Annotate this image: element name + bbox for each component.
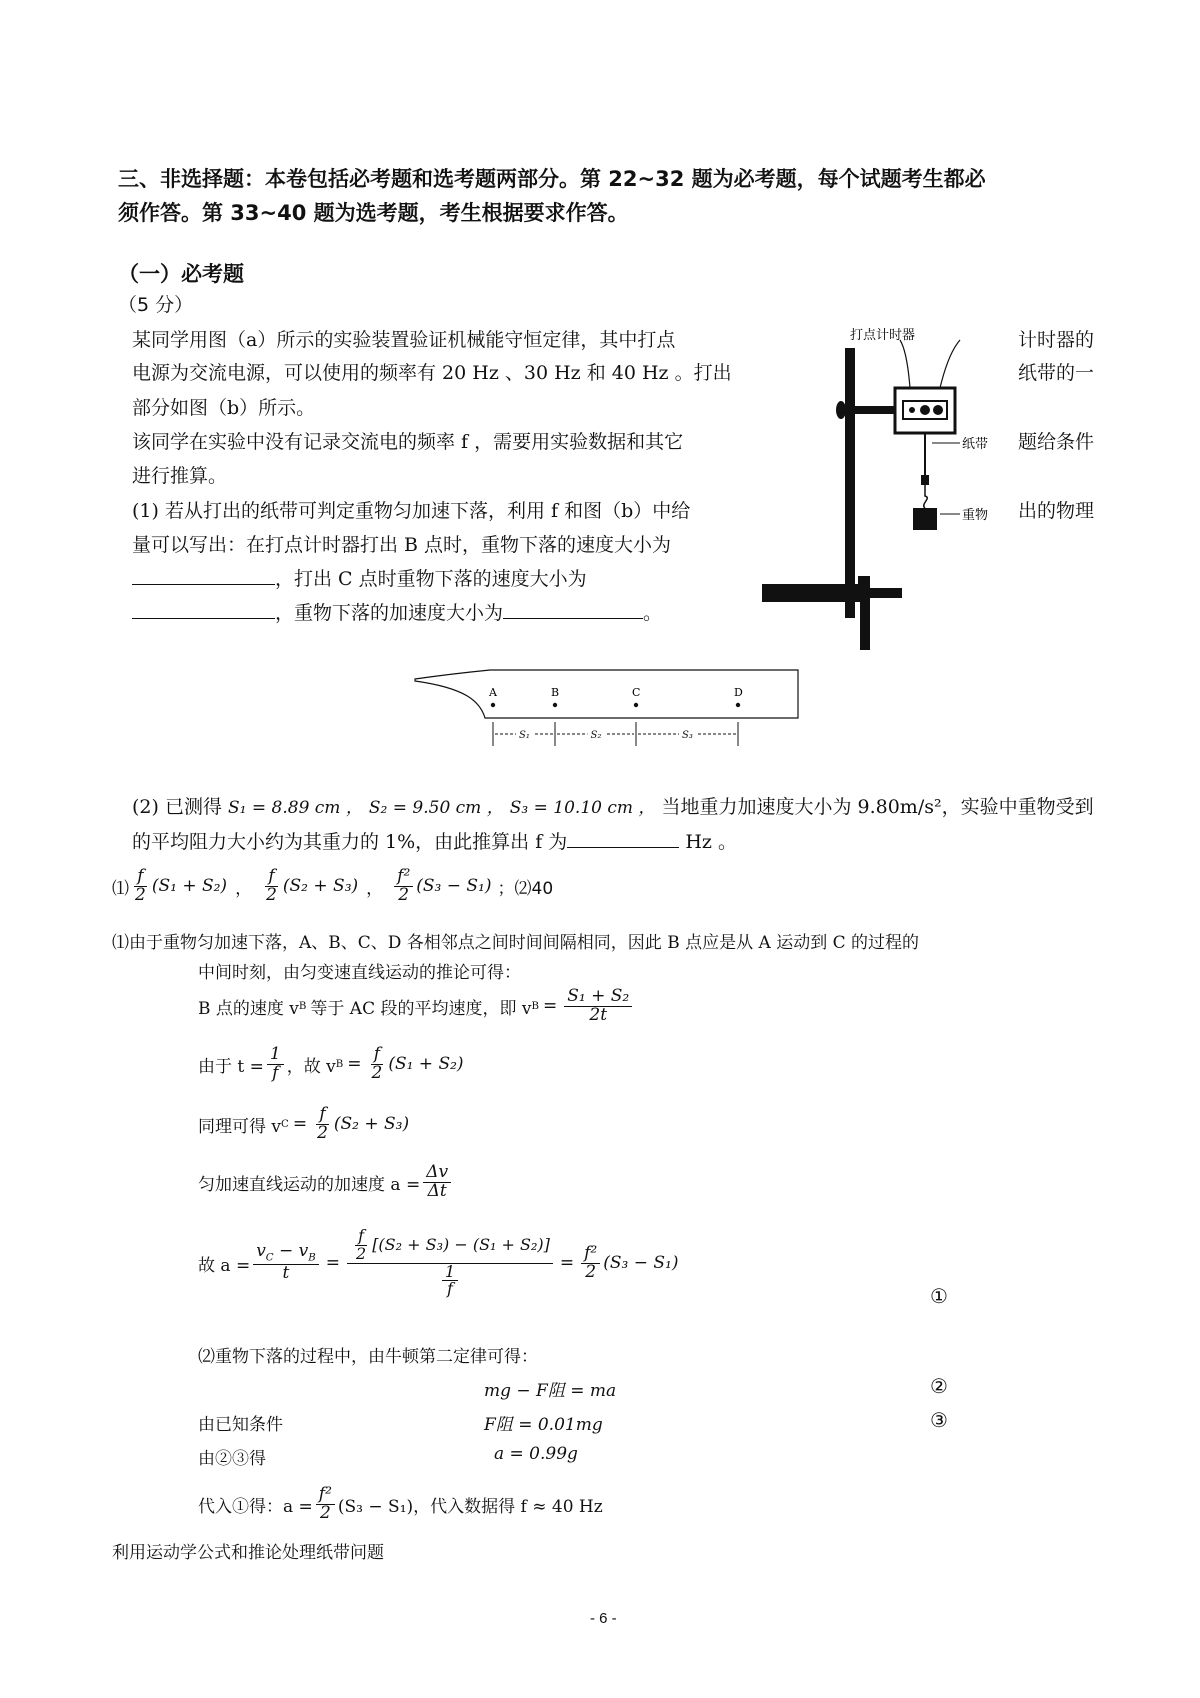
wire-right: [940, 340, 960, 388]
equation-2: mg − F阻 = ma: [484, 1381, 617, 1401]
solution-line-4: 由于 t = $\frac{1}{f}$ ，故 v B = $\frac{f}{2}$ (S₁ + S₂): [198, 1044, 464, 1083]
solution-line-1: ⑴由于重物匀加速下落，A、B、C、D 各相邻点之间时间间隔相同，因此 B 点应是从 A 运动到 C 的过程的: [112, 933, 920, 953]
solution-line-9: 由已知条件: [198, 1415, 283, 1435]
points-label: （5 分）: [118, 294, 194, 316]
solution-line-10: 由②③得: [198, 1449, 266, 1469]
weight-block: [913, 508, 937, 530]
solution-line-3: B 点的速度 v B 等于 AC 段的平均速度，即 v B = $\frac{\text{S₁ + S₂}}{2t}$: [198, 988, 635, 1025]
page-number: - 6 -: [590, 1610, 617, 1627]
answer-line: ⑴ $\frac{f}{2}$ (S₁ + S₂) ， $\frac{f}{2}$ (S₂ + S₃) ， $\frac{\text{f²}}{2}$ (S₃ − S₁) ；⑵40: [112, 866, 554, 905]
equation-mark-1: ①: [930, 1284, 948, 1308]
problem-line-4: 该同学在实验中没有记录交流电的频率 f ，需要用实验数据和其它: [132, 431, 684, 453]
question1-line-4: ，重物下落的加速度大小为 。: [132, 598, 662, 625]
answer-blank-a[interactable]: [503, 602, 643, 619]
tape-dot-D: [736, 703, 740, 707]
answer-blank-vb[interactable]: [132, 568, 275, 585]
solution-line-7: 故 a = $\frac{v_C - v_B}{t}$ = $\frac{f}{2}$ [(S₂ + S₃) − (S₁ + S₂)] $\frac{1}{f}$ = $\frac{\text{f²}}{2}$ (S₃ − S₁): [198, 1226, 679, 1299]
subsection-title: （一）必考题: [118, 262, 244, 286]
equation-4: a = 0.99g: [494, 1444, 578, 1464]
tape-point-label-A: A: [489, 686, 497, 699]
question1-line-1: (1) 若从打出的纸带可判定重物匀加速下落，利用 f 和图（b）中给: [132, 500, 691, 522]
solution-line-5: 同理可得 v C = $\frac{f}{2}$ (S₂ + S₃): [198, 1104, 410, 1143]
question2-line-1: (2) 已测得 S₁ = 8.89 cm ， S₂ = 9.50 cm ， S₃ = 10.10 cm ， 当地重力加速度大小为 9.80m/s²，实验中重物受到: [132, 796, 1094, 818]
problem-line-3: 部分如图（b）所示。: [132, 397, 316, 419]
base-leg: [860, 600, 870, 650]
stand-rod: [845, 348, 855, 618]
equation-3: F阻 = 0.01mg: [484, 1415, 603, 1435]
wire-left: [900, 340, 910, 388]
question1-line-2: 量可以写出：在打点计时器打出 B 点时，重物下落的速度大小为: [132, 534, 672, 556]
weight-label: 重物: [962, 508, 989, 523]
question2-line-2: 的平均阻力大小约为其重力的 1%，由此推算出 f 为 Hz 。: [132, 831, 737, 853]
hook: [924, 485, 928, 508]
problem-line-4-right: 题给条件: [1018, 431, 1095, 453]
section-heading-line1: 三、非选择题：本卷包括必考题和选考题两部分。第 22~32 题为必考题，每个试题考生都必: [118, 167, 986, 191]
question1-line-1-right: 出的物理: [1018, 500, 1095, 522]
equation-mark-2: ②: [930, 1374, 948, 1398]
solution-line-2: 中间时刻，由匀变速直线运动的推论可得：: [198, 963, 521, 983]
problem-line-5: 进行推算。: [132, 465, 228, 487]
tape-dot-C: [634, 703, 638, 707]
question1-line-3: ，打出 C 点时重物下落的速度大小为: [132, 564, 587, 591]
problem-line-2: 电源为交流电源，可以使用的频率有 20 Hz 、30 Hz 和 40 Hz 。打出: [132, 362, 732, 384]
dim-label-S₁: S₁: [519, 730, 530, 741]
solution-line-8: ⑵重物下落的过程中，由牛顿第二定律可得：: [198, 1347, 538, 1367]
section-heading-line2: 须作答。第 33~40 题为选考题，考生根据要求作答。: [118, 201, 629, 225]
dim-label-S₃: S₃: [682, 730, 693, 741]
answer-blank-vc[interactable]: [132, 602, 275, 619]
tape-point-label-D: D: [734, 686, 743, 699]
tape-figure: [410, 666, 810, 751]
problem-line-1-right: 计时器的: [1018, 329, 1095, 351]
solution-line-11: 代入①得：a = $\frac{\text{f²}}{2}$ (S₃ − S₁)，代入数据得 f ≈ 40 Hz: [198, 1484, 603, 1523]
tape-point-label-B: B: [551, 686, 560, 699]
equation-mark-3: ③: [930, 1408, 948, 1432]
answer-blank-f[interactable]: [567, 831, 679, 848]
tape-point-label-C: C: [632, 686, 641, 699]
solution-summary: 利用运动学公式和推论处理纸带问题: [112, 1543, 384, 1563]
problem-line-2-right: 纸带的一: [1018, 362, 1095, 384]
apparatus-figure: [760, 318, 1020, 653]
dim-label-S₂: S₂: [590, 730, 602, 741]
tape-label: 纸带: [962, 437, 989, 452]
tape-dot-B: [553, 703, 557, 707]
problem-line-1: 某同学用图（a）所示的实验装置验证机械能守恒定律，其中打点: [132, 329, 676, 351]
tape-dot-A: [491, 703, 495, 707]
solution-line-6: 匀加速直线运动的加速度 a = $\frac{\Delta v}{\Delta t}$: [198, 1164, 454, 1201]
timer-label: 打点计时器: [850, 328, 916, 343]
